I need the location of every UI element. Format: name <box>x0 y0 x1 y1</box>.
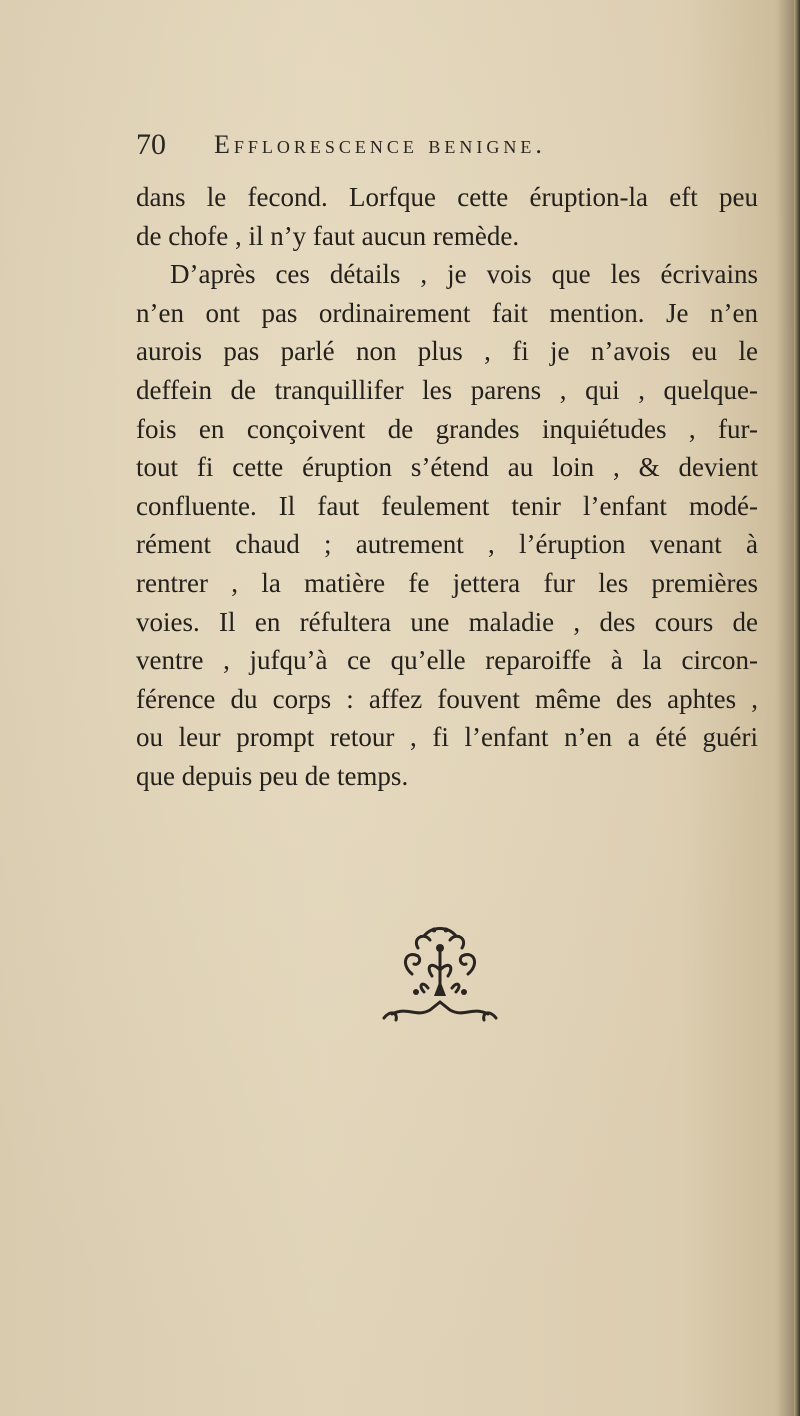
text-line: n’en ont pas ordinairement fait mention. Je n’en <box>136 297 758 328</box>
text-line: D’après ces détails , je vois que les écrivains <box>170 259 758 290</box>
running-header <box>136 128 756 168</box>
text-line: férence du corps : affez fouvent même des aphtes , <box>136 683 758 714</box>
text-line: de chofe , il n’y faut aucun remède. <box>136 220 520 251</box>
text-line: confluente. Il faut feulement tenir l’enfant modé- <box>136 490 758 521</box>
floral-tailpiece-ornament-icon <box>372 922 508 1026</box>
text-line: ventre , jufqu’à ce qu’elle reparoiffe à la circon- <box>136 645 758 676</box>
text-line: rentrer , la matière fe jettera fur les premières <box>136 567 758 598</box>
text-line: voies. Il en réfultera une maladie , des cours de <box>136 606 758 637</box>
text-line: dans le fecond. Lorfque cette éruption-la eft peu <box>136 182 758 212</box>
text-line: rément chaud ; autrement , l’éruption venant à <box>136 529 758 560</box>
text-line: fois en conçoivent de grandes inquiétudes , fur- <box>136 413 758 444</box>
running-title: Efflorescence benigne. <box>214 130 546 159</box>
page-number: 70 <box>136 128 166 161</box>
body-text <box>136 178 758 796</box>
page-edge <box>794 0 800 1416</box>
text-line: ou leur prompt retour , fi l’enfant n’en a été guéri <box>136 722 758 753</box>
text-line: que depuis peu de temps. <box>136 760 409 791</box>
text-line: tout fi cette éruption s’étend au loin , & devient <box>136 452 758 483</box>
text-line: deffein de tranquillifer les parens , qui , quelque- <box>136 374 758 405</box>
text-line: aurois pas parlé non plus , fi je n’avois eu le <box>136 336 758 367</box>
